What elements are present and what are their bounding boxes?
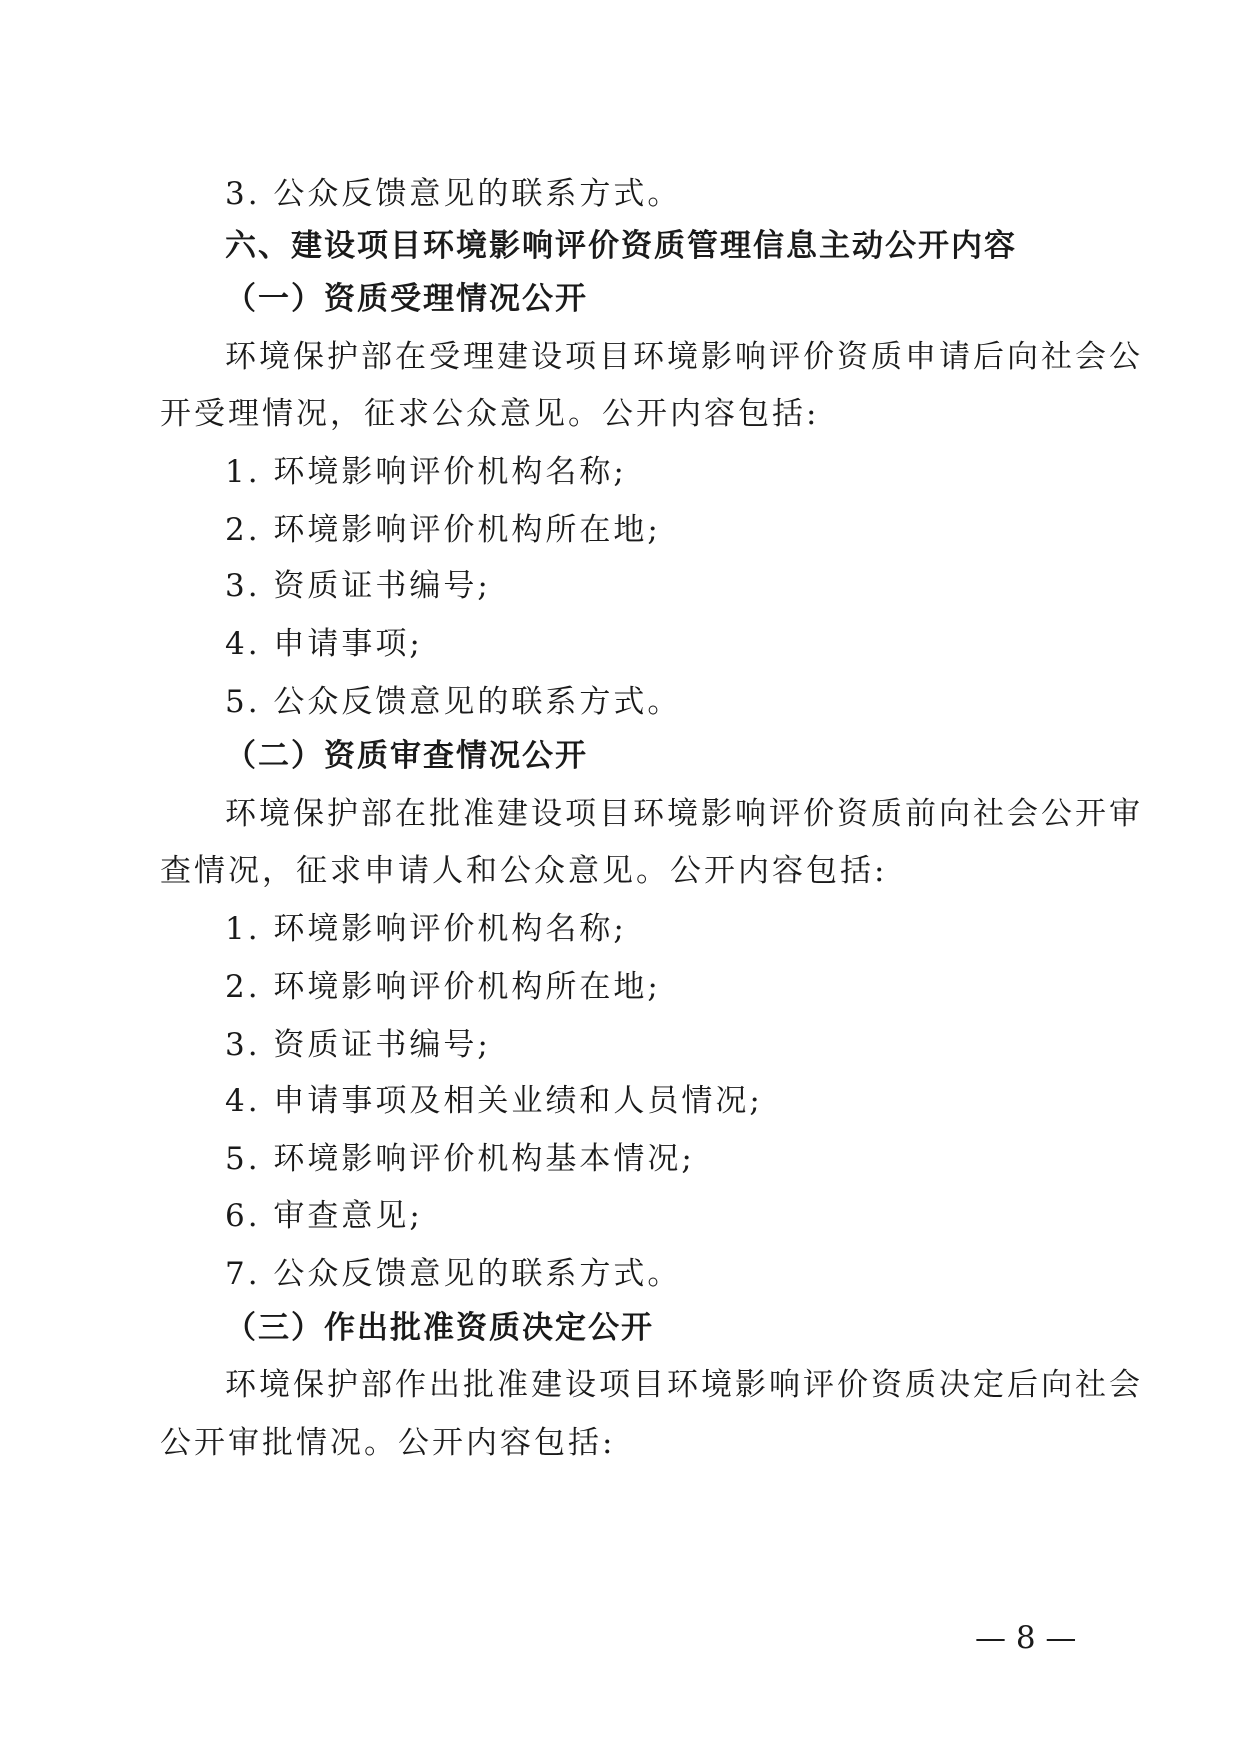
list-item: 4. 申请事项及相关业绩和人员情况; — [225, 1083, 763, 1119]
paragraph-line: 环境保护部作出批准建设项目环境影响评价资质决定后向社会 — [225, 1367, 1143, 1403]
list-item: 3. 资质证书编号; — [225, 568, 491, 604]
subsection-heading: （二）资质审查情况公开 — [225, 738, 588, 774]
subsection-heading: （三）作出批准资质决定公开 — [225, 1310, 654, 1346]
list-item: 5. 公众反馈意见的联系方式。 — [225, 684, 682, 720]
paragraph-line: 查情况，征求申请人和公众意见。公开内容包括: — [160, 853, 888, 889]
list-item: 1. 环境影响评价机构名称; — [225, 911, 627, 947]
paragraph-line: 开受理情况，征求公众意见。公开内容包括: — [160, 396, 820, 432]
subsection-heading: （一）资质受理情况公开 — [225, 281, 588, 317]
paragraph-line: 公开审批情况。公开内容包括: — [160, 1425, 616, 1461]
list-item: 4. 申请事项; — [225, 626, 423, 662]
list-item: 3. 公众反馈意见的联系方式。 — [225, 176, 682, 212]
list-item: 1. 环境影响评价机构名称; — [225, 454, 627, 490]
list-item: 2. 环境影响评价机构所在地; — [225, 969, 661, 1005]
list-item: 3. 资质证书编号; — [225, 1027, 491, 1063]
list-item: 7. 公众反馈意见的联系方式。 — [225, 1256, 682, 1292]
list-item: 5. 环境影响评价机构基本情况; — [225, 1141, 695, 1177]
paragraph-line: 环境保护部在受理建设项目环境影响评价资质申请后向社会公 — [225, 339, 1143, 375]
section-heading: 六、建设项目环境影响评价资质管理信息主动公开内容 — [225, 228, 1017, 264]
list-item: 2. 环境影响评价机构所在地; — [225, 512, 661, 548]
paragraph-line: 环境保护部在批准建设项目环境影响评价资质前向社会公开审 — [225, 796, 1143, 832]
list-item: 6. 审查意见; — [225, 1198, 423, 1234]
page-number: — 8 — — [975, 1620, 1077, 1656]
